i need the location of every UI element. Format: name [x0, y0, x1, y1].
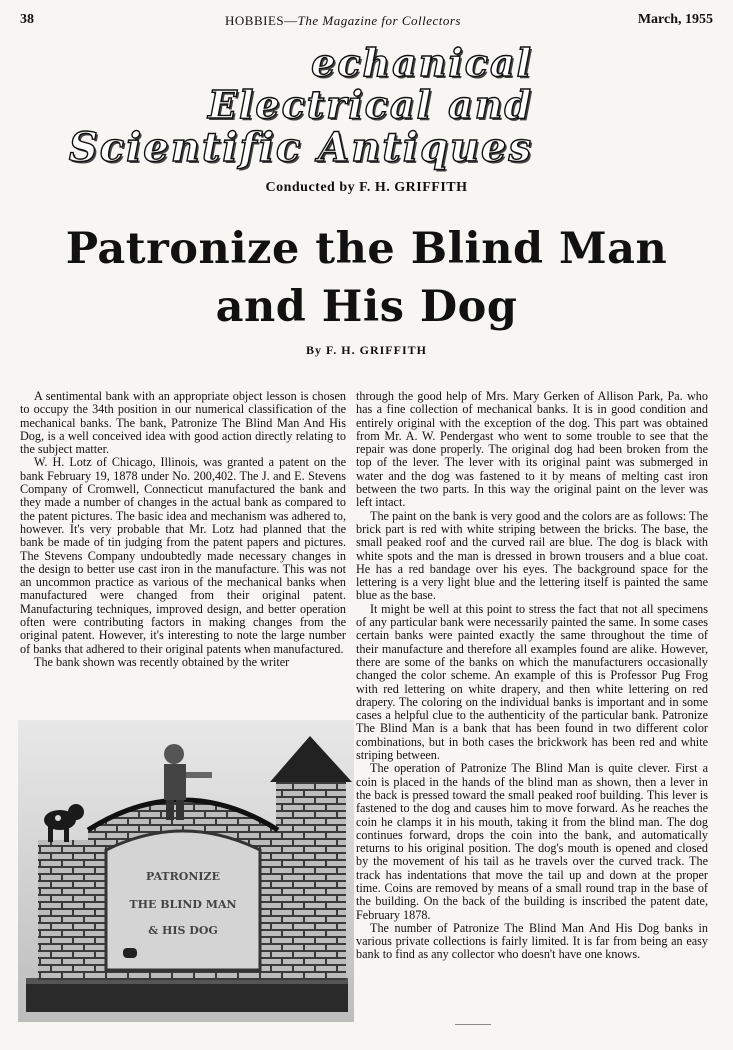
masthead-prefix: HOBBIES—: [225, 13, 298, 28]
issue-date: March, 1955: [637, 12, 713, 27]
left-column: [20, 390, 346, 669]
paragraph: W. H. Lotz of Chicago, Illinois, was granted a patent on the bank February 19, 1878 under No. 200,402. The J. and E. Stevens Company of Cromwell, Connecticut manufactured the bank and they made a number of changes in the actual bank as compared to the patent pictures. The basic idea and mechanism was adhered to, however. It's very probable that Mr. Lotz had planned that the bank be made of tin judging from the patent papers and pictures. The Stevens Company undoubtedly made necessary changes in the design to better use cast iron in the manufacture. This was not an uncommon practice as various of the mechanical banks when manufactured were changed from their original patent. Manufacturing techniques, improved design, and better operation often were contributing factors in making changes from the original patent. However, it's interesting to note the large number of banks that adhered to their original patents when manufactured.: [20, 455, 346, 656]
plaque-text-line1: PATRONIZE: [146, 870, 220, 883]
paragraph: The number of Patronize The Blind Man And His Dog banks in various private collections is fairly limited. It is far from being an easy bank to find as any collector who doesn't have one knows.: [356, 920, 708, 962]
conducted-by: Conducted by F. H. GRIFFITH: [265, 180, 468, 195]
bank-photo: [18, 720, 354, 1022]
section-title-line2: Electrical and: [208, 82, 533, 127]
paragraph: The operation of Patronize The Blind Man is quite clever. First a coin is placed in the hands of the blind man as shown, then a lever in the back is pressed toward the small peaked roof building. This lever is fastened to the dog and causes him to move forward. As he reaches the coin he clamps it in his mouth, taking it from the blind man. The dog continues forward, drops the coin into the bank, and automatically returns to his original position. The dog's mouth is opened and closed by the movement of his tail as he travels over the curved track. The track has indentations that move the tail up and down at the proper time. Coins are removed by means of a small round trap in the base of the building. On the back of the building is inscribed the patent date, February 1878.: [356, 761, 708, 922]
end-rule: [455, 1024, 491, 1025]
byline: By F. H. GRIFFITH: [306, 343, 427, 357]
article-title-line2: and His Dog: [215, 282, 518, 332]
section-title-line3: Scientific Antiques: [68, 124, 533, 171]
paragraph: The paint on the bank is very good and the colors are as follows: The brick part is red with white striping between the bricks. The base, the small peaked roof and the curved rail are blue. The dog is black with white spots and the man is dressed in brown trousers and a blue coat. He has a red bandage over his eyes. The background space for the lettering is a very light blue and the lettering itself is painted the same blue as the base.: [356, 508, 708, 603]
masthead: [225, 13, 461, 29]
right-column: [356, 390, 708, 962]
article-title-line1: Patronize the Blind Man: [65, 224, 668, 274]
section-title-line1: echanical: [311, 40, 533, 85]
paragraph: It might be well at this point to stress the fact that not all specimens of any particular bank were necessarily painted the same. In some cases certain banks were painted exactly the same throughout the time of their manufacture and therefore all examples found are alike. However, there are some of the banks on which the manufacturers occasionally changed the color scheme. An example of this is Professor Pug Frog with red lettering on white drapery, and then white lettering on red drapery. The coloring on the individual banks is important and in some cases a helpful clue to the authenticity of the particular bank. Patronize The Blind Man is a bank that has been found in two different color combinations, but in both cases the brickwork has been red and white striping between.: [356, 601, 708, 763]
masthead-suffix: for Collectors: [377, 13, 461, 28]
paragraph: A sentimental bank with an appropriate object lesson is chosen to occupy the 34th position in our numerical classification of the mechanical banks. The bank, Patronize The Blind Man And His Dog, is a well conceived idea with good action directly relating to the subject matter.: [20, 389, 346, 457]
page-header: [20, 12, 713, 32]
paragraph: The bank shown was recently obtained by the writer: [34, 654, 290, 669]
page-number: 38: [20, 12, 34, 27]
plaque-text-line2: THE BLIND MAN: [129, 898, 237, 911]
plaque-text-line3: & HIS DOG: [148, 924, 218, 937]
paragraph: through the good help of Mrs. Mary Gerken of Allison Park, Pa. who has a fine collection of mechanical banks. It is in good condition and entirely original with the exception of the dog. This part was obtained from Mr. A. W. Pendergast who went to some trouble to see that the repair was done properly. The original dog had been broken from the top of the lever. The lever with its original paint was submerged in water and the dog was fastened to it by means of melting cast iron between the two parts. In this way the original paint on the lever was left intact.: [356, 389, 708, 510]
masthead-italic: The Magazine: [297, 13, 378, 28]
